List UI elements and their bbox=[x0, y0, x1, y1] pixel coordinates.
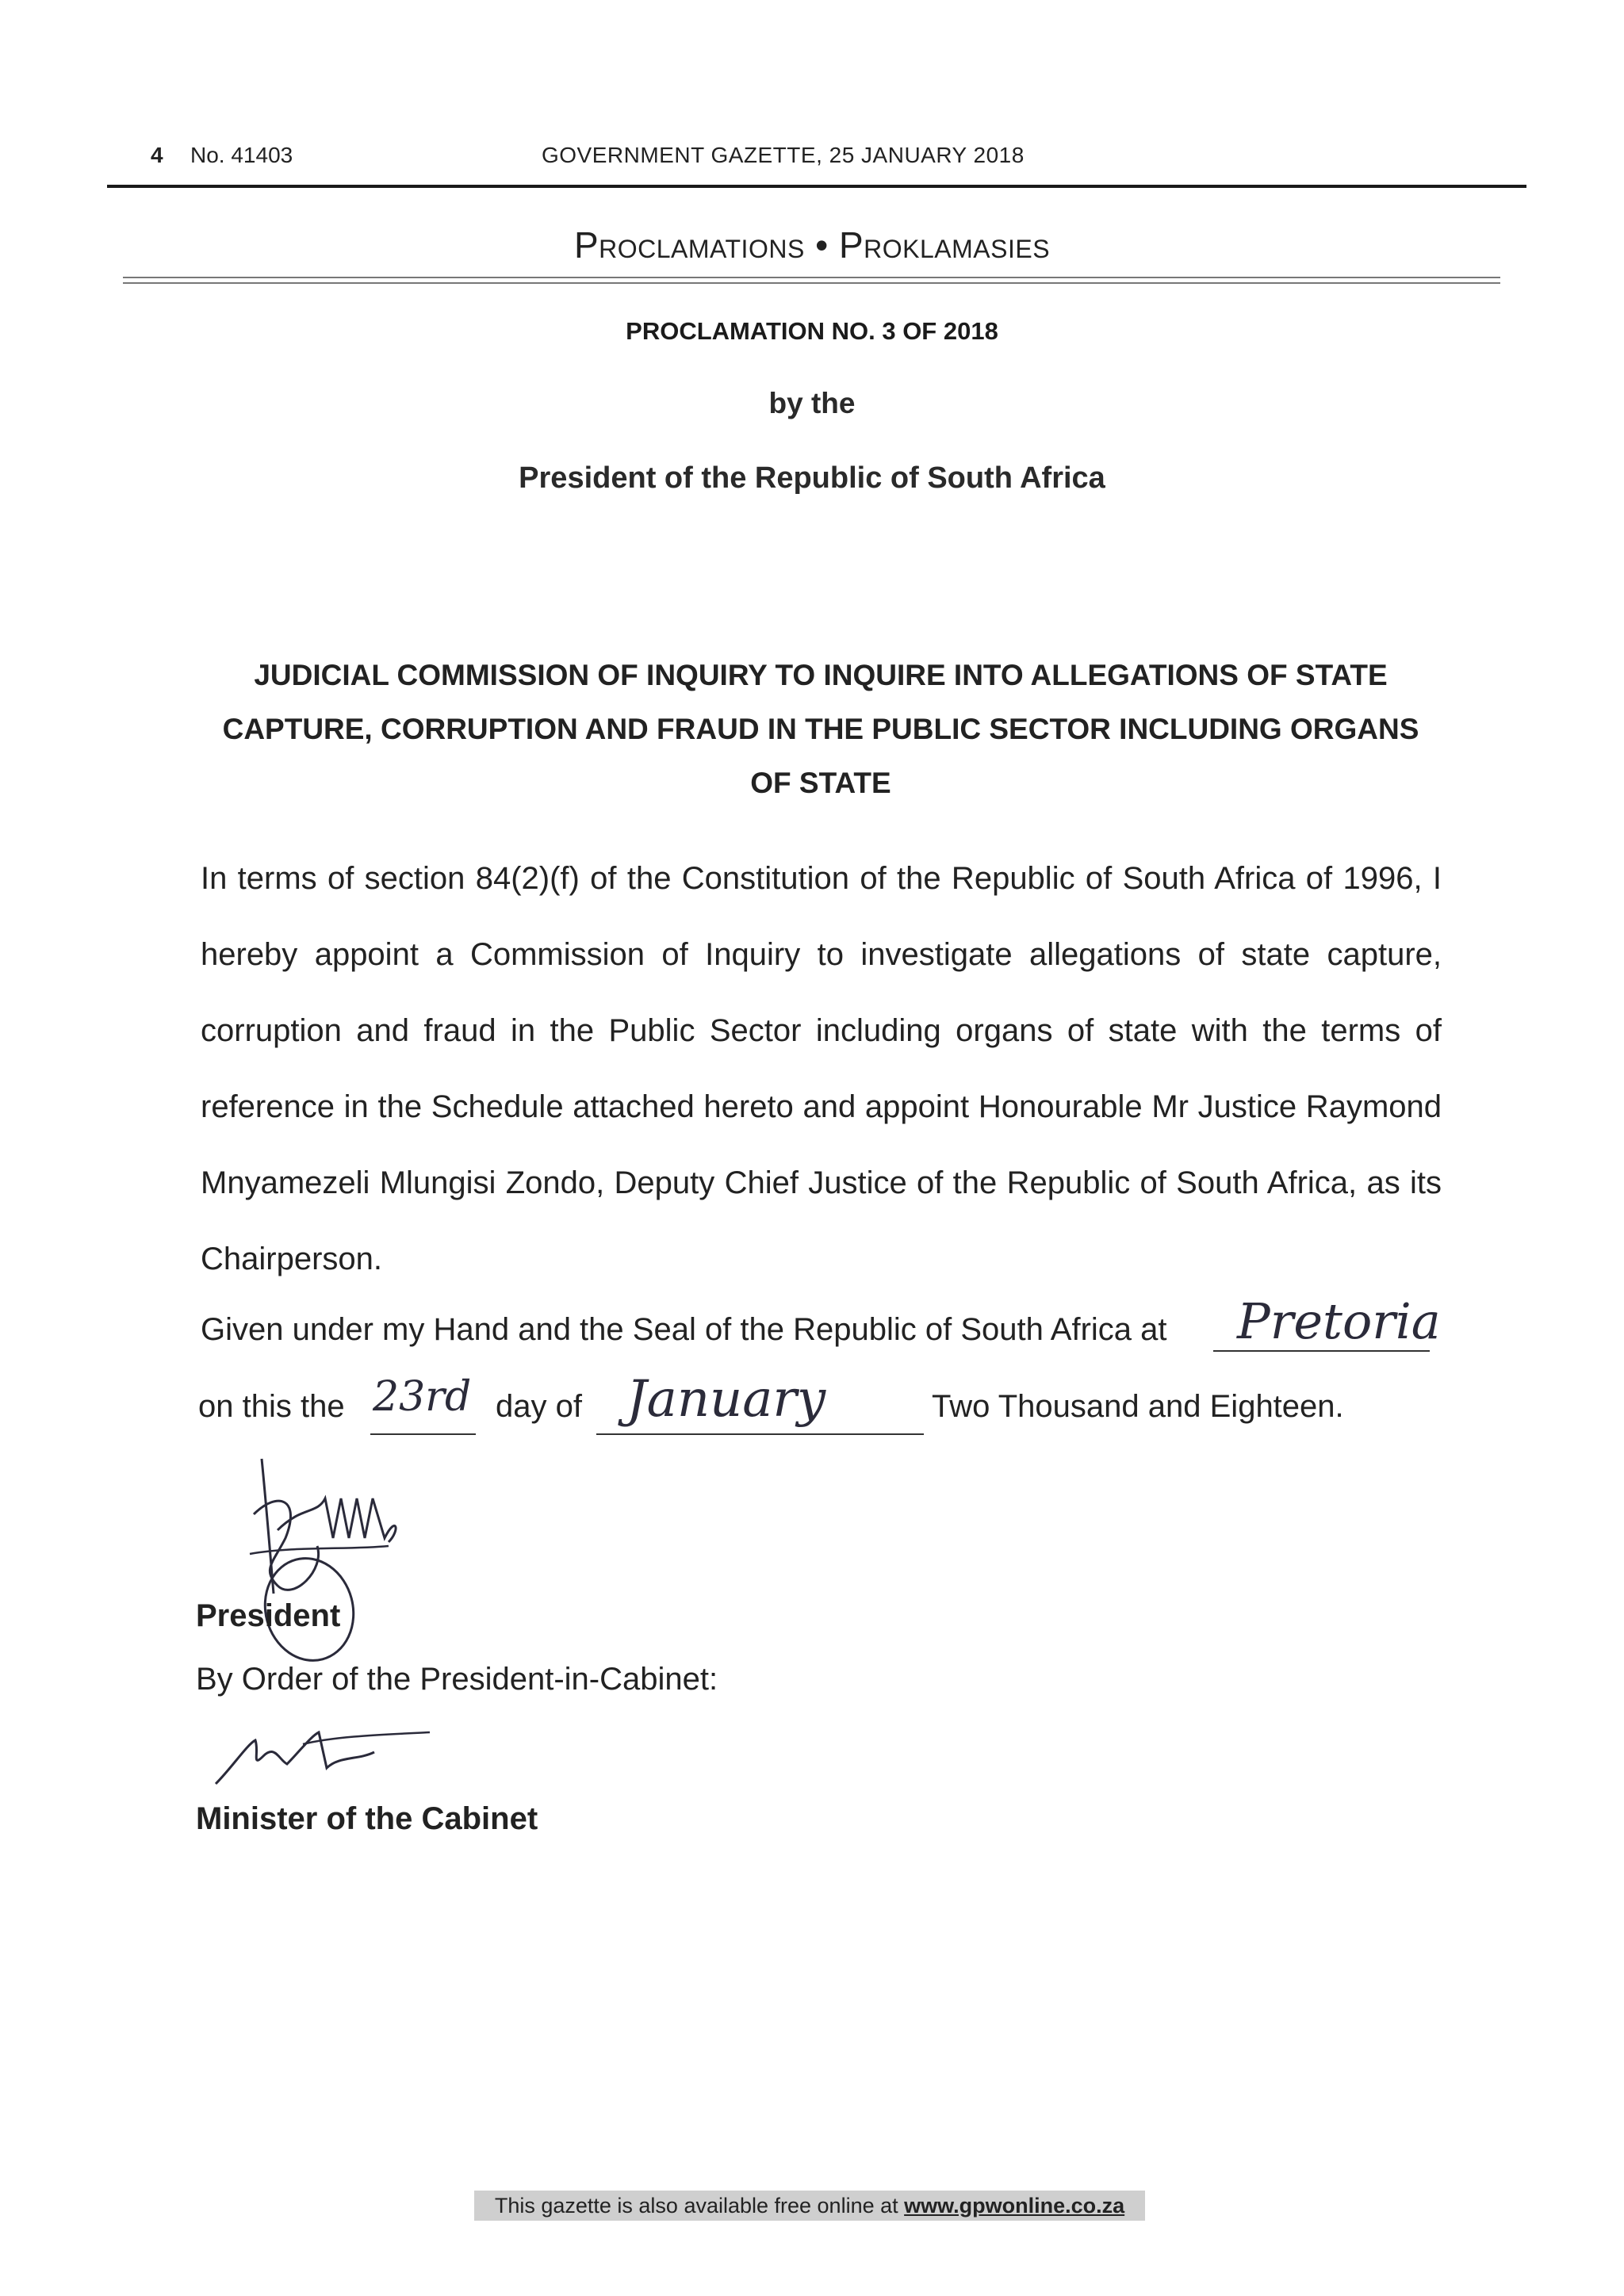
gazette-number: No. 41403 bbox=[190, 143, 293, 167]
gazette-title: GOVERNMENT GAZETTE, 25 JANUARY 2018 bbox=[542, 143, 1025, 167]
day-of-text: day of bbox=[496, 1389, 582, 1424]
issuer-title: President of the Republic of South Africa bbox=[519, 461, 1105, 495]
proclamation-body: In terms of section 84(2)(f) of the Constitution of the Republic of South Africa of 1996, I hereby appoint a Commission of Inquiry to investigate allegations of state capture, corruption and fraud in the Public Sector including organs of state with the terms of reference in the Schedule attached hereto and appoint Honourable Mr Justice Raymond Mnyamezeli Mlungisi Zondo, Deputy Chief Justice of the Republic of South Africa, as its Chairperson. bbox=[201, 861, 1442, 1276]
handwritten-month: January bbox=[626, 1370, 826, 1429]
section-rule-upper bbox=[123, 277, 1500, 278]
president-signature bbox=[230, 1451, 436, 1673]
proclamation-heading: JUDICIAL COMMISSION OF INQUIRY TO INQUIRE INTO ALLEGATIONS OF STATE CAPTURE, CORRUPTION AND FRAUD IN THE PUBLIC SECTOR INCLUDING ORGANS OF STATE bbox=[222, 659, 1419, 799]
footer-text: This gazette is also available free online at bbox=[494, 2194, 898, 2218]
proclamation-number: PROCLAMATION NO. 3 OF 2018 bbox=[626, 317, 998, 345]
section-rule-lower bbox=[123, 282, 1500, 284]
handwritten-place: Pretoria bbox=[1237, 1292, 1441, 1350]
on-this-the-text: on this the bbox=[198, 1389, 345, 1424]
header-rule bbox=[107, 185, 1526, 188]
page-number: 4 bbox=[151, 143, 163, 167]
footer-link[interactable]: www.gpwonline.co.za bbox=[904, 2194, 1125, 2218]
footer-banner bbox=[474, 2191, 1145, 2221]
section-title: Proclamations • Proklamasies bbox=[573, 224, 1051, 266]
handwritten-day: 23rd bbox=[373, 1373, 472, 1421]
year-text: Two Thousand and Eighteen. bbox=[932, 1389, 1344, 1424]
by-the-text: by the bbox=[768, 387, 856, 419]
minister-signature bbox=[208, 1720, 446, 1792]
page-header bbox=[0, 143, 1624, 178]
minister-label: Minister of the Cabinet bbox=[196, 1801, 538, 1836]
order-line: By Order of the President-in-Cabinet: bbox=[196, 1662, 718, 1697]
president-label: President bbox=[196, 1598, 341, 1633]
given-under-hand-text: Given under my Hand and the Seal of the Republic of South Africa at bbox=[201, 1312, 1167, 1347]
